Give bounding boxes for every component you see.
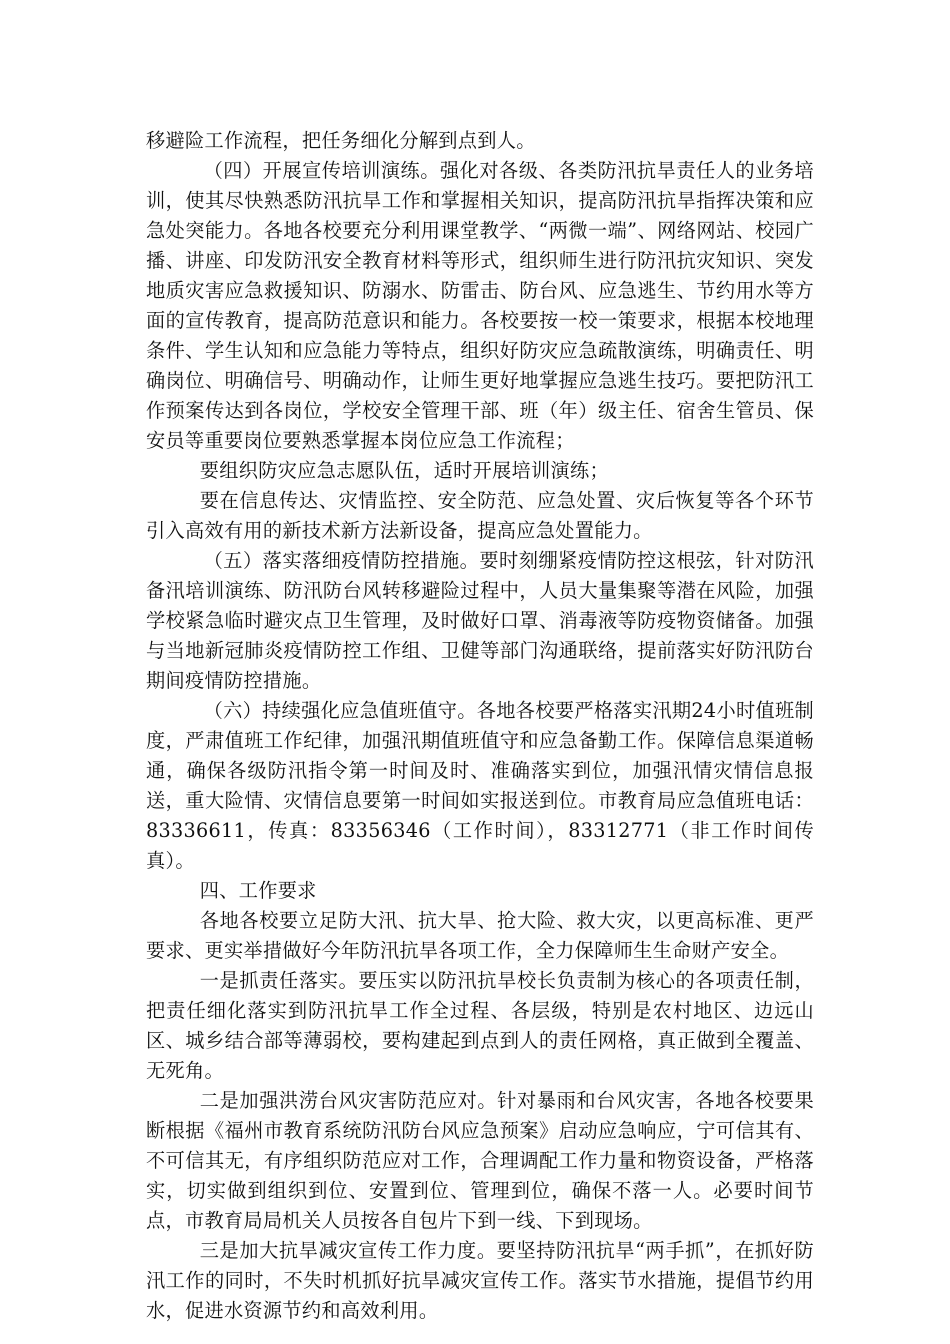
paragraph-section-5: （五）落实落细疫情防控措施。要时刻绷紧疫情防控这根弦，针对防汛备汛培训演练、防汛防台风转移避险过程中，人员大量集聚等潜在风险，加强学校紧急临时避灾点卫生管理，及时做好口罩、消毒液等防疫物资储备。加强与当地新冠肺炎疫情防控工作组、卫健等部门沟通联络，提前落实好防汛防台期间疫情防控措施。 bbox=[146, 549, 814, 692]
heading-work-requirements: 四、工作要求 bbox=[199, 879, 317, 902]
paragraph-continuation: 移避险工作流程，把任务细化分解到点到人。 bbox=[146, 129, 536, 152]
paragraph-responsibility: 一是抓责任落实。要压实以防汛抗旱校长负责制为核心的各项责任制，把责任细化落实到防汛抗旱工作全过程、各层级，特别是农村地区、边远山区、城乡结合部等薄弱校，要构建起到点到人的责任网格，真正做到全覆盖、无死角。 bbox=[146, 969, 814, 1082]
paragraph-requirements-intro: 各地各校要立足防大汛、抗大旱、抢大险、救大灾，以更高标准、更严要求、更实举措做好今年防汛抗旱各项工作，全力保障师生生命财产安全。 bbox=[146, 909, 814, 962]
paragraph-drought-publicity: 三是加大抗旱减灾宣传工作力度。要坚持防汛抗旱“两手抓”，在抓好防汛工作的同时，不失时机抓好抗旱减灾宣传工作。落实节水措施，提倡节约用水，促进水资源节约和高效利用。 bbox=[146, 1239, 814, 1322]
paragraph-section-6: （六）持续强化应急值班值守。各地各校要严格落实汛期24小时值班制度，严肃值班工作纪律，加强汛期值班值守和应急备勤工作。保障信息渠道畅通，确保各级防汛指令第一时间及时、准确落实到位，加强汛情灾情信息报送，重大险情、灾情信息要第一时间如实报送到位。市教育局应急值班电话：83336611，传真：83356346（工作时间），83312771（非工作时间传真）。 bbox=[146, 699, 814, 872]
paragraph-section-4: （四）开展宣传培训演练。强化对各级、各类防汛抗旱责任人的业务培训，使其尽快熟悉防汛抗旱工作和掌握相关知识，提高防汛抗旱指挥决策和应急处突能力。各地各校要充分利用课堂教学、“两微一端”、网络网站、校园广播、讲座、印发防汛安全教育材料等形式，组织师生进行防汛抗灾知识、突发地质灾害应急救援知识、防溺水、防雷击、防台风、应急逃生、节约用水等方面的宣传教育，提高防范意识和能力。各校要按一校一策要求，根据本校地理条件、学生认知和应急能力等特点，组织好防灾应急疏散演练，明确责任、明确岗位、明确信号、明确动作，让师生更好地掌握应急逃生技巧。要把防汛工作预案传达到各岗位，学校安全管理干部、班（年）级主任、宿舍生管员、保安员等重要岗位要熟悉掌握本岗位应急工作流程； bbox=[146, 159, 814, 452]
paragraph-new-technology: 要在信息传达、灾情监控、安全防范、应急处置、灾后恢复等各个环节引入高效有用的新技术新方法新设备，提高应急处置能力。 bbox=[146, 489, 814, 542]
paragraph-flood-typhoon: 二是加强洪涝台风灾害防范应对。针对暴雨和台风灾害，各地各校要果断根据《福州市教育系统防汛防台风应急预案》启动应急响应，宁可信其有、不可信其无，有序组织防范应对工作，合理调配工作力量和物资设备，严格落实，切实做到组织到位、安置到位、管理到位，确保不落一人。必要时间节点，市教育局局机关人员按各自包片下到一线、下到现场。 bbox=[146, 1089, 814, 1232]
document-body bbox=[146, 126, 814, 1326]
paragraph-volunteer-team: 要组织防灾应急志愿队伍，适时开展培训演练； bbox=[199, 459, 609, 482]
